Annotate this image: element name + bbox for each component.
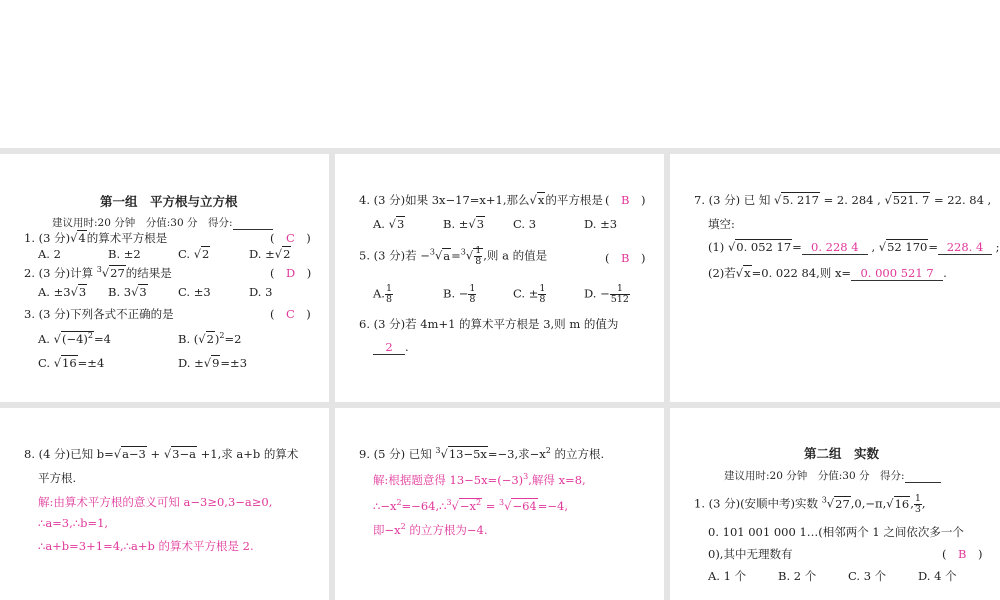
section-meta-2: 建议用时:20 分钟 分值:30 分 得分: xyxy=(724,468,941,483)
g2-q1-option-a: A. 1 个 xyxy=(708,569,747,583)
q1-option-b: B. ±2 xyxy=(108,247,141,261)
question-7: 7. (3 分) 已 知 √5. 217 = 2. 284 , √521. 7 = 22. 84 , xyxy=(694,193,992,207)
q8-solution-2: ∴a=3,∴b=1, xyxy=(38,516,109,530)
q7-line-1: (1) √0. 052 17= 0. 228 4 , √52 170= 228. 4 ; xyxy=(708,240,1000,254)
g2-q1-option-c: C. 3 个 xyxy=(848,569,887,583)
question-3: 3. (3 分)下列各式不正确的是 xyxy=(24,307,174,321)
q9-solution-2: $\therefore-x^2=-64,\therefore^3√-x^2 = ^3√-64=-4$, xyxy=(373,498,568,513)
q9-solution-1: 解:根据题意得 $13-5x=(-3)^3$,解得 x=8, xyxy=(373,472,586,487)
panel-group1-right xyxy=(670,154,1000,402)
q3-option-c: C. √16=±4 xyxy=(38,356,105,370)
section-meta: 建议用时:20 分钟 分值:30 分 得分: xyxy=(52,215,273,230)
q4-option-c: C. 3 xyxy=(513,217,537,231)
q1-option-d: D. ±√2 xyxy=(249,247,291,261)
question-1: 1. (3 分)√4的算术平方根是 xyxy=(24,231,168,245)
answer-paren-4: ( B ) xyxy=(605,193,646,207)
q5-option-c: C. ± $\frac{1}{8}$ xyxy=(513,283,546,305)
q4-option-a: A. √3 xyxy=(373,217,405,231)
q3-option-b: B. $(√2)^2=2$ xyxy=(178,331,242,346)
question-4: 4. (3 分)如果 3x−17=x+1,那么√x的平方根是 xyxy=(359,193,603,207)
q1-option-a: A. 2 xyxy=(38,247,61,261)
answer-paren-5: ( B ) xyxy=(605,251,646,265)
answer-paren-3: ( C ) xyxy=(270,307,311,321)
answer-paren-2: ( D ) xyxy=(270,266,312,280)
question-5: 5. (3 分)若 −$^3$√a=$^3$√ $\frac{1}{8}$ ,则 a 的值是 xyxy=(359,245,548,267)
group2-question-1: 1. (3 分)(安顺中考)实数 $^3$√27,0,−π,√16, $\frac{1}{3}$ , xyxy=(694,493,926,515)
answer-paren-1: ( C ) xyxy=(270,231,311,245)
q8-stem-cont: 平方根. xyxy=(38,471,77,485)
q2-option-c: C. ±3 xyxy=(178,285,211,299)
q1-option-c: C. √2 xyxy=(178,247,210,261)
q2-option-b: B. 3√3 xyxy=(108,285,147,299)
panel-group1-middle xyxy=(335,154,664,402)
q3-option-d: D. ±√9=±3 xyxy=(178,356,248,370)
answer-paren-g2: ( B ) xyxy=(942,547,983,561)
q8-solution-3: ∴a+b=3+1=4,∴a+b 的算术平方根是 2. xyxy=(38,539,254,553)
panel-group1-top xyxy=(0,154,329,402)
question-6: 6. (3 分)若 4m+1 的算术平方根是 3,则 m 的值为 xyxy=(359,317,619,331)
section-title-2: 第二组 实数 xyxy=(804,446,880,461)
q9-solution-3: 即$-x^2$ 的立方根为−4. xyxy=(373,522,488,537)
question-8: 8. (4 分)已知 b=√a−3 + √3−a +1,求 a+b 的算术 xyxy=(24,447,299,461)
q2-option-a: A. ±3√3 xyxy=(38,285,87,299)
q4-option-d: D. ±3 xyxy=(584,217,618,231)
g2-q1-option-b: B. 2 个 xyxy=(778,569,817,583)
q8-solution-1: 解:由算术平方根的意义可知 a−3≥0,3−a≥0, xyxy=(38,495,273,509)
panel-q9 xyxy=(335,408,664,600)
panel-q8 xyxy=(0,408,329,600)
q6-answer-line: 2 . xyxy=(373,340,409,355)
section-title: 第一组 平方根与立方根 xyxy=(100,194,238,209)
group2-q1-line2: 0. 101 001 000 1…(相邻两个 1 之间依次多一个 xyxy=(708,525,964,539)
q7-line-2: (2)若√x=0. 022 84,则 x= 0. 000 521 7 . xyxy=(708,266,947,280)
q3-option-a: A. $√(-4)^2=4$ xyxy=(38,331,111,346)
q2-option-d: D. 3 xyxy=(249,285,273,299)
q4-option-b: B. ±√3 xyxy=(443,217,485,231)
q5-option-a: A. $\frac{1}{8}$ xyxy=(373,283,393,305)
panel-group2 xyxy=(670,408,1000,600)
question-2: 2. (3 分)计算 $^3$√27的结果是 xyxy=(24,265,172,280)
q7-fill-label: 填空: xyxy=(708,217,735,231)
q5-option-d: D. − $\frac{1}{512}$ xyxy=(584,283,629,305)
group2-q1-line3: 0),其中无理数有 xyxy=(708,547,793,561)
q5-option-b: B. − $\frac{1}{8}$ xyxy=(443,283,476,305)
g2-q1-option-d: D. 4 个 xyxy=(918,569,957,583)
question-9: 9. (5 分) 已知 $^3$√13−5x=−3,求$-x^2$ 的立方根. xyxy=(359,446,605,461)
